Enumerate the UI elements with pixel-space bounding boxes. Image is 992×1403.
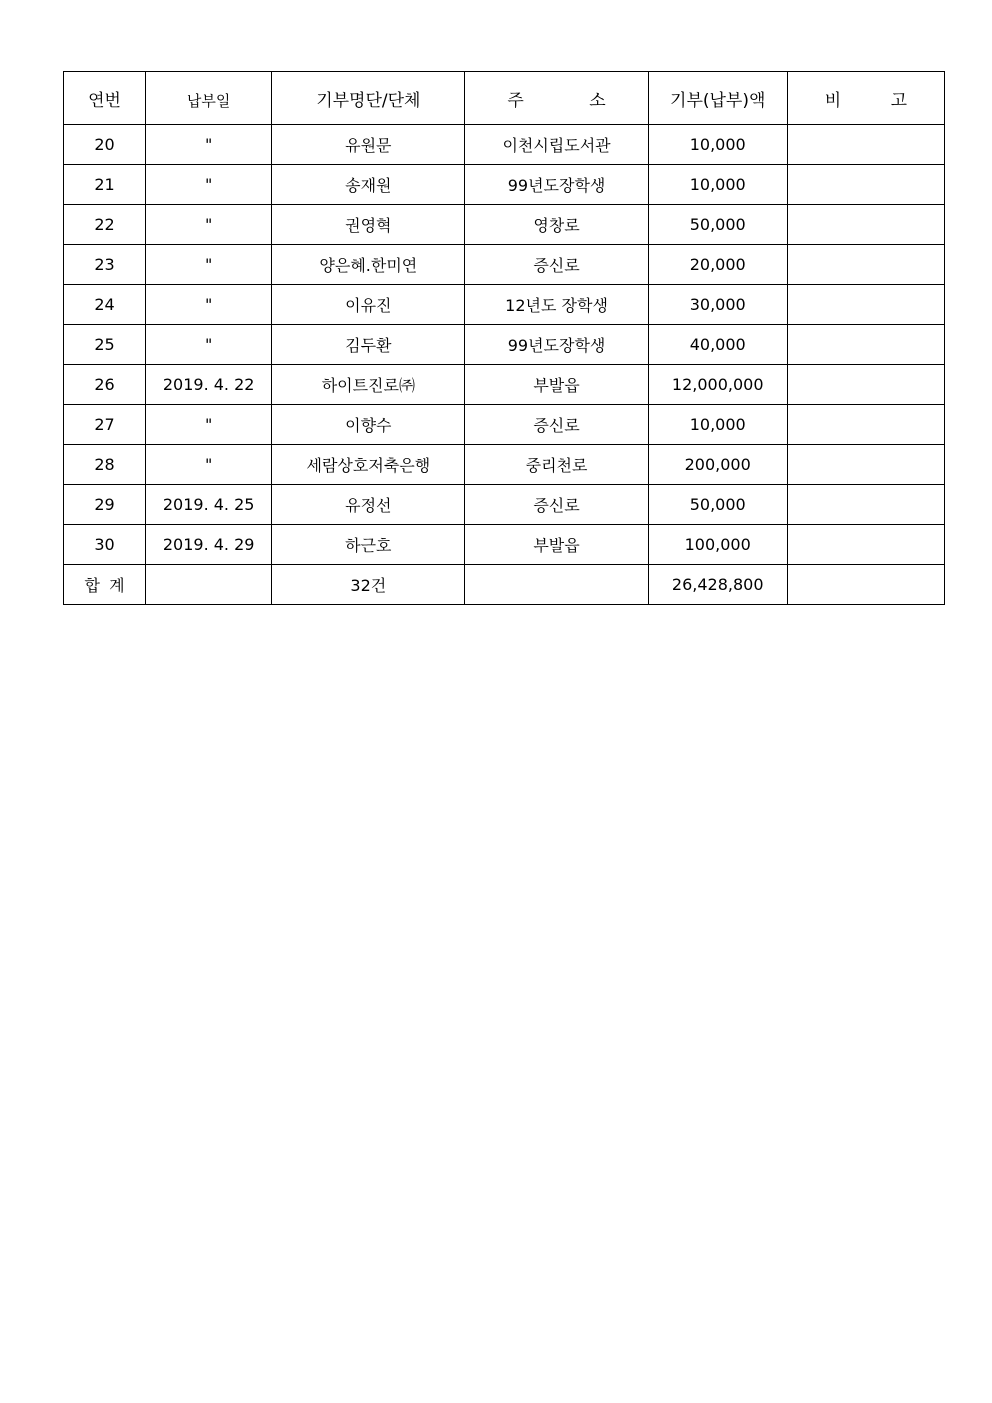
table-row	[64, 365, 945, 405]
cell-no: 21	[64, 165, 146, 205]
cell-amount: 50,000	[648, 485, 787, 525]
cell-amount: 100,000	[648, 525, 787, 565]
table-row	[64, 445, 945, 485]
cell-address: 부발읍	[465, 525, 648, 565]
table-row	[64, 405, 945, 445]
cell-note	[787, 285, 944, 325]
total-count: 32건	[272, 565, 465, 605]
cell-name: 하근호	[272, 525, 465, 565]
table-row	[64, 125, 945, 165]
cell-date: 2019. 4. 29	[146, 525, 272, 565]
cell-note	[787, 405, 944, 445]
total-date	[146, 565, 272, 605]
cell-date: "	[146, 285, 272, 325]
cell-date: 2019. 4. 25	[146, 485, 272, 525]
cell-no: 24	[64, 285, 146, 325]
cell-address: 증신로	[465, 405, 648, 445]
header-amount: 기부(납부)액	[648, 72, 787, 125]
table-row	[64, 485, 945, 525]
header-address: 주 소	[465, 72, 648, 125]
table-row	[64, 325, 945, 365]
cell-name: 유정선	[272, 485, 465, 525]
table-row	[64, 245, 945, 285]
cell-amount: 20,000	[648, 245, 787, 285]
cell-note	[787, 165, 944, 205]
cell-amount: 40,000	[648, 325, 787, 365]
cell-name: 송재원	[272, 165, 465, 205]
cell-no: 28	[64, 445, 146, 485]
cell-amount: 10,000	[648, 165, 787, 205]
cell-date: "	[146, 245, 272, 285]
table-row	[64, 285, 945, 325]
cell-no: 25	[64, 325, 146, 365]
total-amount: 26,428,800	[648, 565, 787, 605]
cell-date: "	[146, 445, 272, 485]
cell-date: "	[146, 125, 272, 165]
header-name: 기부명단/단체	[272, 72, 465, 125]
cell-address: 이천시립도서관	[465, 125, 648, 165]
cell-date: 2019. 4. 22	[146, 365, 272, 405]
cell-no: 20	[64, 125, 146, 165]
cell-no: 29	[64, 485, 146, 525]
cell-name: 세람상호저축은행	[272, 445, 465, 485]
cell-address: 99년도장학생	[465, 165, 648, 205]
cell-name: 이유진	[272, 285, 465, 325]
cell-amount: 50,000	[648, 205, 787, 245]
cell-no: 23	[64, 245, 146, 285]
cell-name: 이향수	[272, 405, 465, 445]
cell-name: 하이트진로㈜	[272, 365, 465, 405]
cell-no: 27	[64, 405, 146, 445]
cell-amount: 10,000	[648, 125, 787, 165]
header-date: 납부일	[146, 72, 272, 125]
cell-date: "	[146, 205, 272, 245]
cell-note	[787, 205, 944, 245]
cell-address: 증신로	[465, 485, 648, 525]
cell-no: 26	[64, 365, 146, 405]
header-note: 비 고	[787, 72, 944, 125]
cell-amount: 30,000	[648, 285, 787, 325]
cell-amount: 200,000	[648, 445, 787, 485]
cell-note	[787, 245, 944, 285]
total-label: 합 계	[64, 565, 146, 605]
cell-name: 유원문	[272, 125, 465, 165]
cell-address: 중리천로	[465, 445, 648, 485]
cell-name: 권영혁	[272, 205, 465, 245]
table-row	[64, 205, 945, 245]
cell-address: 12년도 장학생	[465, 285, 648, 325]
cell-date: "	[146, 405, 272, 445]
table-row	[64, 525, 945, 565]
cell-amount: 12,000,000	[648, 365, 787, 405]
cell-address: 영창로	[465, 205, 648, 245]
cell-date: "	[146, 165, 272, 205]
cell-note	[787, 485, 944, 525]
total-address	[465, 565, 648, 605]
cell-amount: 10,000	[648, 405, 787, 445]
table-header-row	[64, 72, 945, 125]
donation-table	[63, 71, 945, 605]
header-no: 연번	[64, 72, 146, 125]
cell-name: 양은혜.한미연	[272, 245, 465, 285]
cell-address: 99년도장학생	[465, 325, 648, 365]
cell-note	[787, 525, 944, 565]
cell-no: 22	[64, 205, 146, 245]
cell-note	[787, 445, 944, 485]
cell-name: 김두환	[272, 325, 465, 365]
total-note	[787, 565, 944, 605]
cell-note	[787, 365, 944, 405]
cell-address: 부발읍	[465, 365, 648, 405]
table-total-row	[64, 565, 945, 605]
cell-note	[787, 325, 944, 365]
cell-note	[787, 125, 944, 165]
cell-date: "	[146, 325, 272, 365]
table-row	[64, 165, 945, 205]
table-body	[64, 125, 945, 565]
cell-no: 30	[64, 525, 146, 565]
cell-address: 증신로	[465, 245, 648, 285]
